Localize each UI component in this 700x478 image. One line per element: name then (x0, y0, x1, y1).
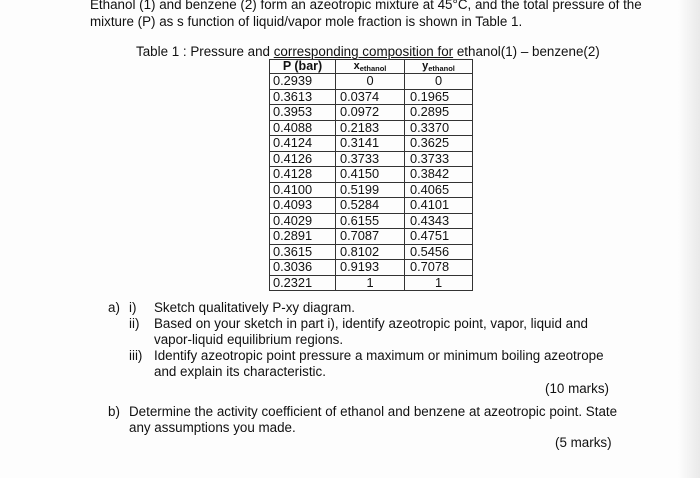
cell-y-ethanol: 0.1965 (405, 89, 473, 105)
cell-pressure: 0.3613 (270, 89, 336, 105)
table-row (270, 167, 473, 183)
page-edge-shadow (678, 0, 700, 478)
cell-x-ethanol: 0 (336, 74, 405, 90)
table-caption-underlined: corresponding composition for (273, 44, 454, 59)
cell-x-ethanol: 0.3733 (336, 151, 405, 167)
cell-pressure: 0.4093 (270, 198, 336, 214)
cell-y-ethanol: 0.3625 (405, 136, 473, 152)
cell-x-ethanol: 0.3141 (336, 136, 405, 152)
table-caption (136, 44, 600, 59)
cell-pressure: 0.2939 (270, 74, 336, 90)
cell-y-ethanol: 0.5456 (405, 244, 473, 260)
cell-pressure: 0.3036 (270, 260, 336, 276)
question-a-ii-label: ii) (129, 316, 140, 331)
cell-x-ethanol: 0.2183 (336, 120, 405, 136)
cell-y-ethanol: 0.3842 (405, 167, 473, 183)
header-x-ethanol (336, 60, 405, 74)
table-row (270, 151, 473, 167)
table-body (270, 74, 473, 291)
cell-pressure: 0.2321 (270, 275, 336, 291)
cell-y-ethanol: 1 (405, 275, 473, 291)
cell-x-ethanol: 0.0972 (336, 105, 405, 121)
cell-y-ethanol: 0.7078 (405, 260, 473, 276)
cell-y-ethanol: 0.2895 (405, 105, 473, 121)
table-row (270, 229, 473, 245)
cell-y-ethanol: 0.4751 (405, 229, 473, 245)
cell-y-ethanol: 0.3733 (405, 151, 473, 167)
table-row (270, 74, 473, 90)
table-row (270, 260, 473, 276)
header-y-main: y (422, 60, 429, 72)
header-x-main: x (353, 60, 360, 72)
cell-x-ethanol: 0.8102 (336, 244, 405, 260)
cell-y-ethanol: 0.3370 (405, 120, 473, 136)
cell-x-ethanol: 0.5199 (336, 182, 405, 198)
cell-x-ethanol: 0.4150 (336, 167, 405, 183)
table-caption-suffix: ethanol(1) – benzene(2) (453, 44, 600, 59)
cell-pressure: 0.4029 (270, 213, 336, 229)
question-a-marks: (10 marks) (545, 381, 609, 396)
intro-paragraph: Ethanol (1) and benzene (2) form an azeotropic mixture at 45°C, and the total pressure of the mixture (P) as s function of liquid/vapor mole fraction is shown in Table 1. (90, 0, 642, 29)
question-a-ii-text: Based on your sketch in part i), identify azeotropic point, vapor, liquid and vapor-liquid equilibrium regions. (154, 316, 588, 347)
cell-pressure: 0.2891 (270, 229, 336, 245)
table-header-row (270, 60, 473, 74)
table-caption-prefix: Table 1 : Pressure and (136, 44, 274, 59)
cell-x-ethanol: 0.7087 (336, 229, 405, 245)
header-y-sub: ethanol (428, 64, 455, 73)
table-row (270, 120, 473, 136)
question-a-i-text: Sketch qualitatively P-xy diagram. (154, 300, 355, 315)
cell-pressure: 0.3953 (270, 105, 336, 121)
cell-pressure: 0.4088 (270, 120, 336, 136)
table-row (270, 182, 473, 198)
header-pressure: P (bar) (270, 60, 336, 74)
cell-y-ethanol: 0.4101 (405, 198, 473, 214)
cell-y-ethanol: 0 (405, 74, 473, 90)
question-a-iii-label: iii) (129, 348, 143, 363)
question-b-text: Determine the activity coefficient of ethanol and benzene at azeotropic point. State any assumptions you made. (129, 404, 618, 435)
cell-pressure: 0.4128 (270, 167, 336, 183)
table-row (270, 213, 473, 229)
header-x-sub: ethanol (359, 64, 387, 73)
question-a-label: a) (108, 300, 120, 315)
table-row (270, 89, 473, 105)
question-a-i-label: i) (129, 300, 137, 315)
cell-x-ethanol: 0.9193 (336, 260, 405, 276)
cell-y-ethanol: 0.4065 (405, 182, 473, 198)
cell-x-ethanol: 0.0374 (336, 89, 405, 105)
cell-pressure: 0.4126 (270, 151, 336, 167)
question-b-label: b) (108, 404, 120, 419)
cell-x-ethanol: 0.5284 (336, 198, 405, 214)
cell-x-ethanol: 0.6155 (336, 213, 405, 229)
header-y-ethanol (405, 60, 473, 74)
question-b-marks: (5 marks) (555, 435, 612, 450)
table-row (270, 136, 473, 152)
cell-pressure: 0.3615 (270, 244, 336, 260)
table-row (270, 244, 473, 260)
table-row (270, 275, 473, 291)
table-row (270, 105, 473, 121)
cell-pressure: 0.4100 (270, 182, 336, 198)
table-row (270, 198, 473, 214)
question-a-iii-text: Identify azeotropic point pressure a maximum or minimum boiling azeotrope and explain its characteristic. (154, 348, 604, 379)
pressure-composition-table (269, 59, 473, 291)
cell-pressure: 0.4124 (270, 136, 336, 152)
cell-x-ethanol: 1 (336, 275, 405, 291)
cell-y-ethanol: 0.4343 (405, 213, 473, 229)
